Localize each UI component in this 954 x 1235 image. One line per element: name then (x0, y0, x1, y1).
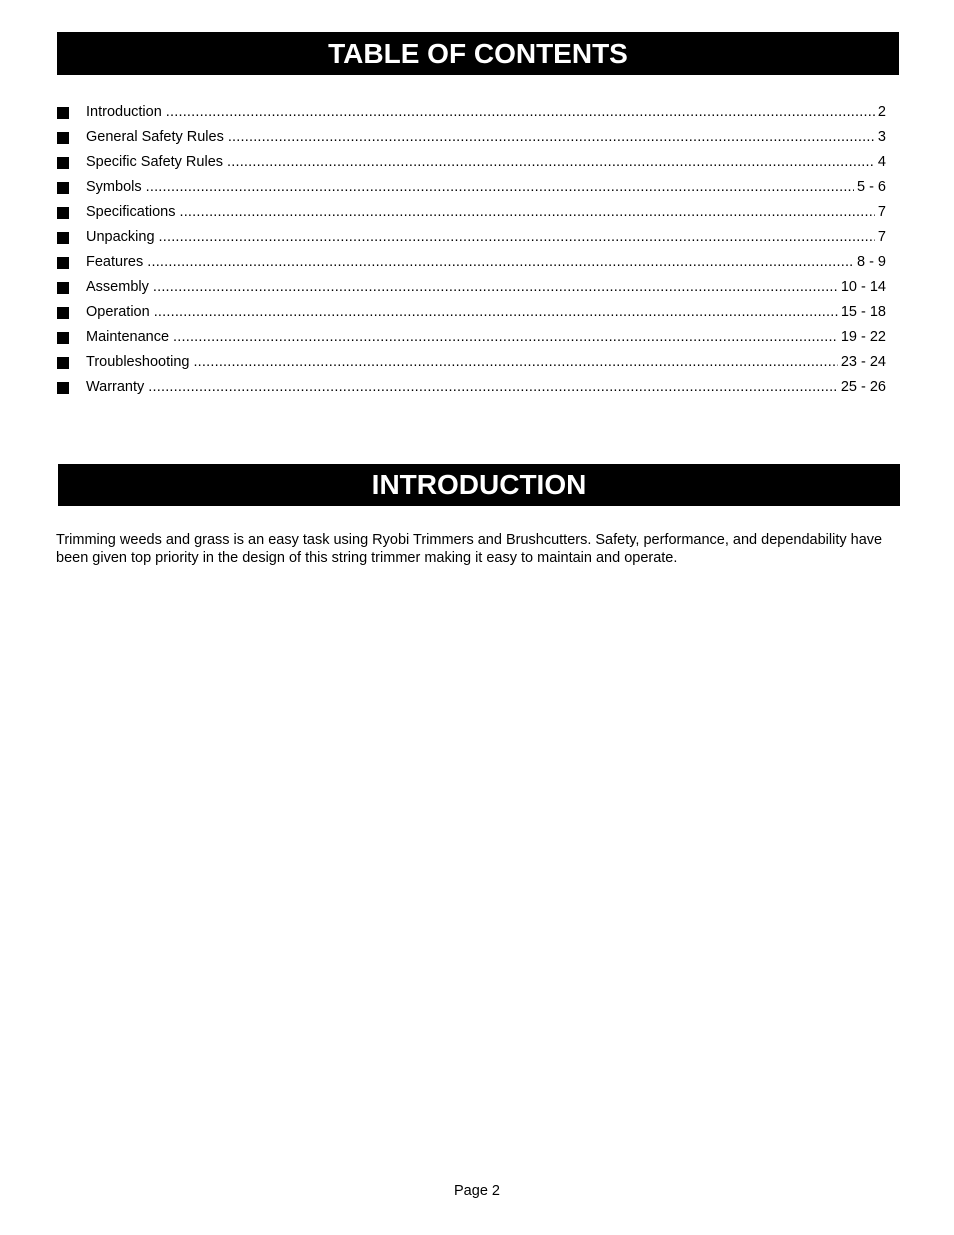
dot-leader (146, 175, 854, 200)
toc-item-introduction[interactable] (57, 100, 886, 125)
dot-leader (173, 325, 838, 350)
toc-item-label: Assembly (86, 279, 149, 295)
toc-item-label: Warranty (86, 379, 145, 395)
toc-item-operation[interactable] (57, 300, 886, 325)
toc-item-label: Troubleshooting (86, 354, 190, 370)
toc-item-label: Specifications (86, 204, 176, 220)
square-bullet-icon (57, 332, 69, 344)
square-bullet-icon (57, 357, 69, 369)
toc-item-maintenance[interactable] (57, 325, 886, 350)
toc-item-label: General Safety Rules (86, 129, 224, 145)
dot-leader (148, 375, 838, 400)
toc-item-label: Specific Safety Rules (86, 154, 224, 170)
toc-item-label: Unpacking (86, 229, 155, 245)
toc-item-page: 25 - 26 (840, 379, 886, 395)
square-bullet-icon (57, 207, 69, 219)
dot-leader (193, 350, 837, 375)
toc-item-page: 15 - 18 (840, 304, 886, 320)
toc-item-label: Operation (86, 304, 150, 320)
toc-list (57, 100, 886, 400)
toc-item-specific-safety-rules[interactable] (57, 150, 886, 175)
toc-item-symbols[interactable] (57, 175, 886, 200)
toc-item-specifications[interactable] (57, 200, 886, 225)
toc-item-page: 4 (877, 154, 886, 170)
introduction-heading: INTRODUCTION (58, 464, 900, 506)
dot-leader (228, 125, 875, 150)
toc-item-page: 5 - 6 (856, 179, 886, 195)
toc-item-features[interactable] (57, 250, 886, 275)
dot-leader (147, 250, 854, 275)
square-bullet-icon (57, 382, 69, 394)
toc-item-label: Introduction (86, 104, 162, 120)
square-bullet-icon (57, 257, 69, 269)
introduction-paragraph: Trimming weeds and grass is an easy task using Ryobi Trimmers and Brushcutters. Safety, performance, and dependability have been given top priority in the design of this string trimmer making it easy to maintain and operate. (56, 532, 883, 566)
toc-item-page: 2 (877, 104, 886, 120)
square-bullet-icon (57, 157, 69, 169)
toc-item-troubleshooting[interactable] (57, 350, 886, 375)
toc-heading: TABLE OF CONTENTS (57, 32, 899, 75)
toc-item-warranty[interactable] (57, 375, 886, 400)
toc-item-unpacking[interactable] (57, 225, 886, 250)
square-bullet-icon (57, 307, 69, 319)
dot-leader (227, 150, 875, 175)
toc-item-label: Symbols (86, 179, 142, 195)
toc-item-page: 3 (877, 129, 886, 145)
square-bullet-icon (57, 232, 69, 244)
square-bullet-icon (57, 282, 69, 294)
dot-leader (153, 275, 838, 300)
toc-item-page: 7 (877, 229, 886, 245)
square-bullet-icon (57, 132, 69, 144)
dot-leader (154, 300, 838, 325)
dot-leader (159, 225, 875, 250)
toc-item-label: Maintenance (86, 329, 170, 345)
toc-item-page: 19 - 22 (840, 329, 886, 345)
page-number: Page 2 (454, 1183, 500, 1199)
toc-item-page: 8 - 9 (856, 254, 886, 270)
toc-item-assembly[interactable] (57, 275, 886, 300)
dot-leader (166, 100, 875, 125)
toc-item-page: 23 - 24 (840, 354, 886, 370)
toc-item-page: 7 (877, 204, 886, 220)
dot-leader (179, 200, 874, 225)
toc-item-page: 10 - 14 (840, 279, 886, 295)
toc-item-label: Features (86, 254, 144, 270)
square-bullet-icon (57, 182, 69, 194)
toc-item-general-safety-rules[interactable] (57, 125, 886, 150)
square-bullet-icon (57, 107, 69, 119)
